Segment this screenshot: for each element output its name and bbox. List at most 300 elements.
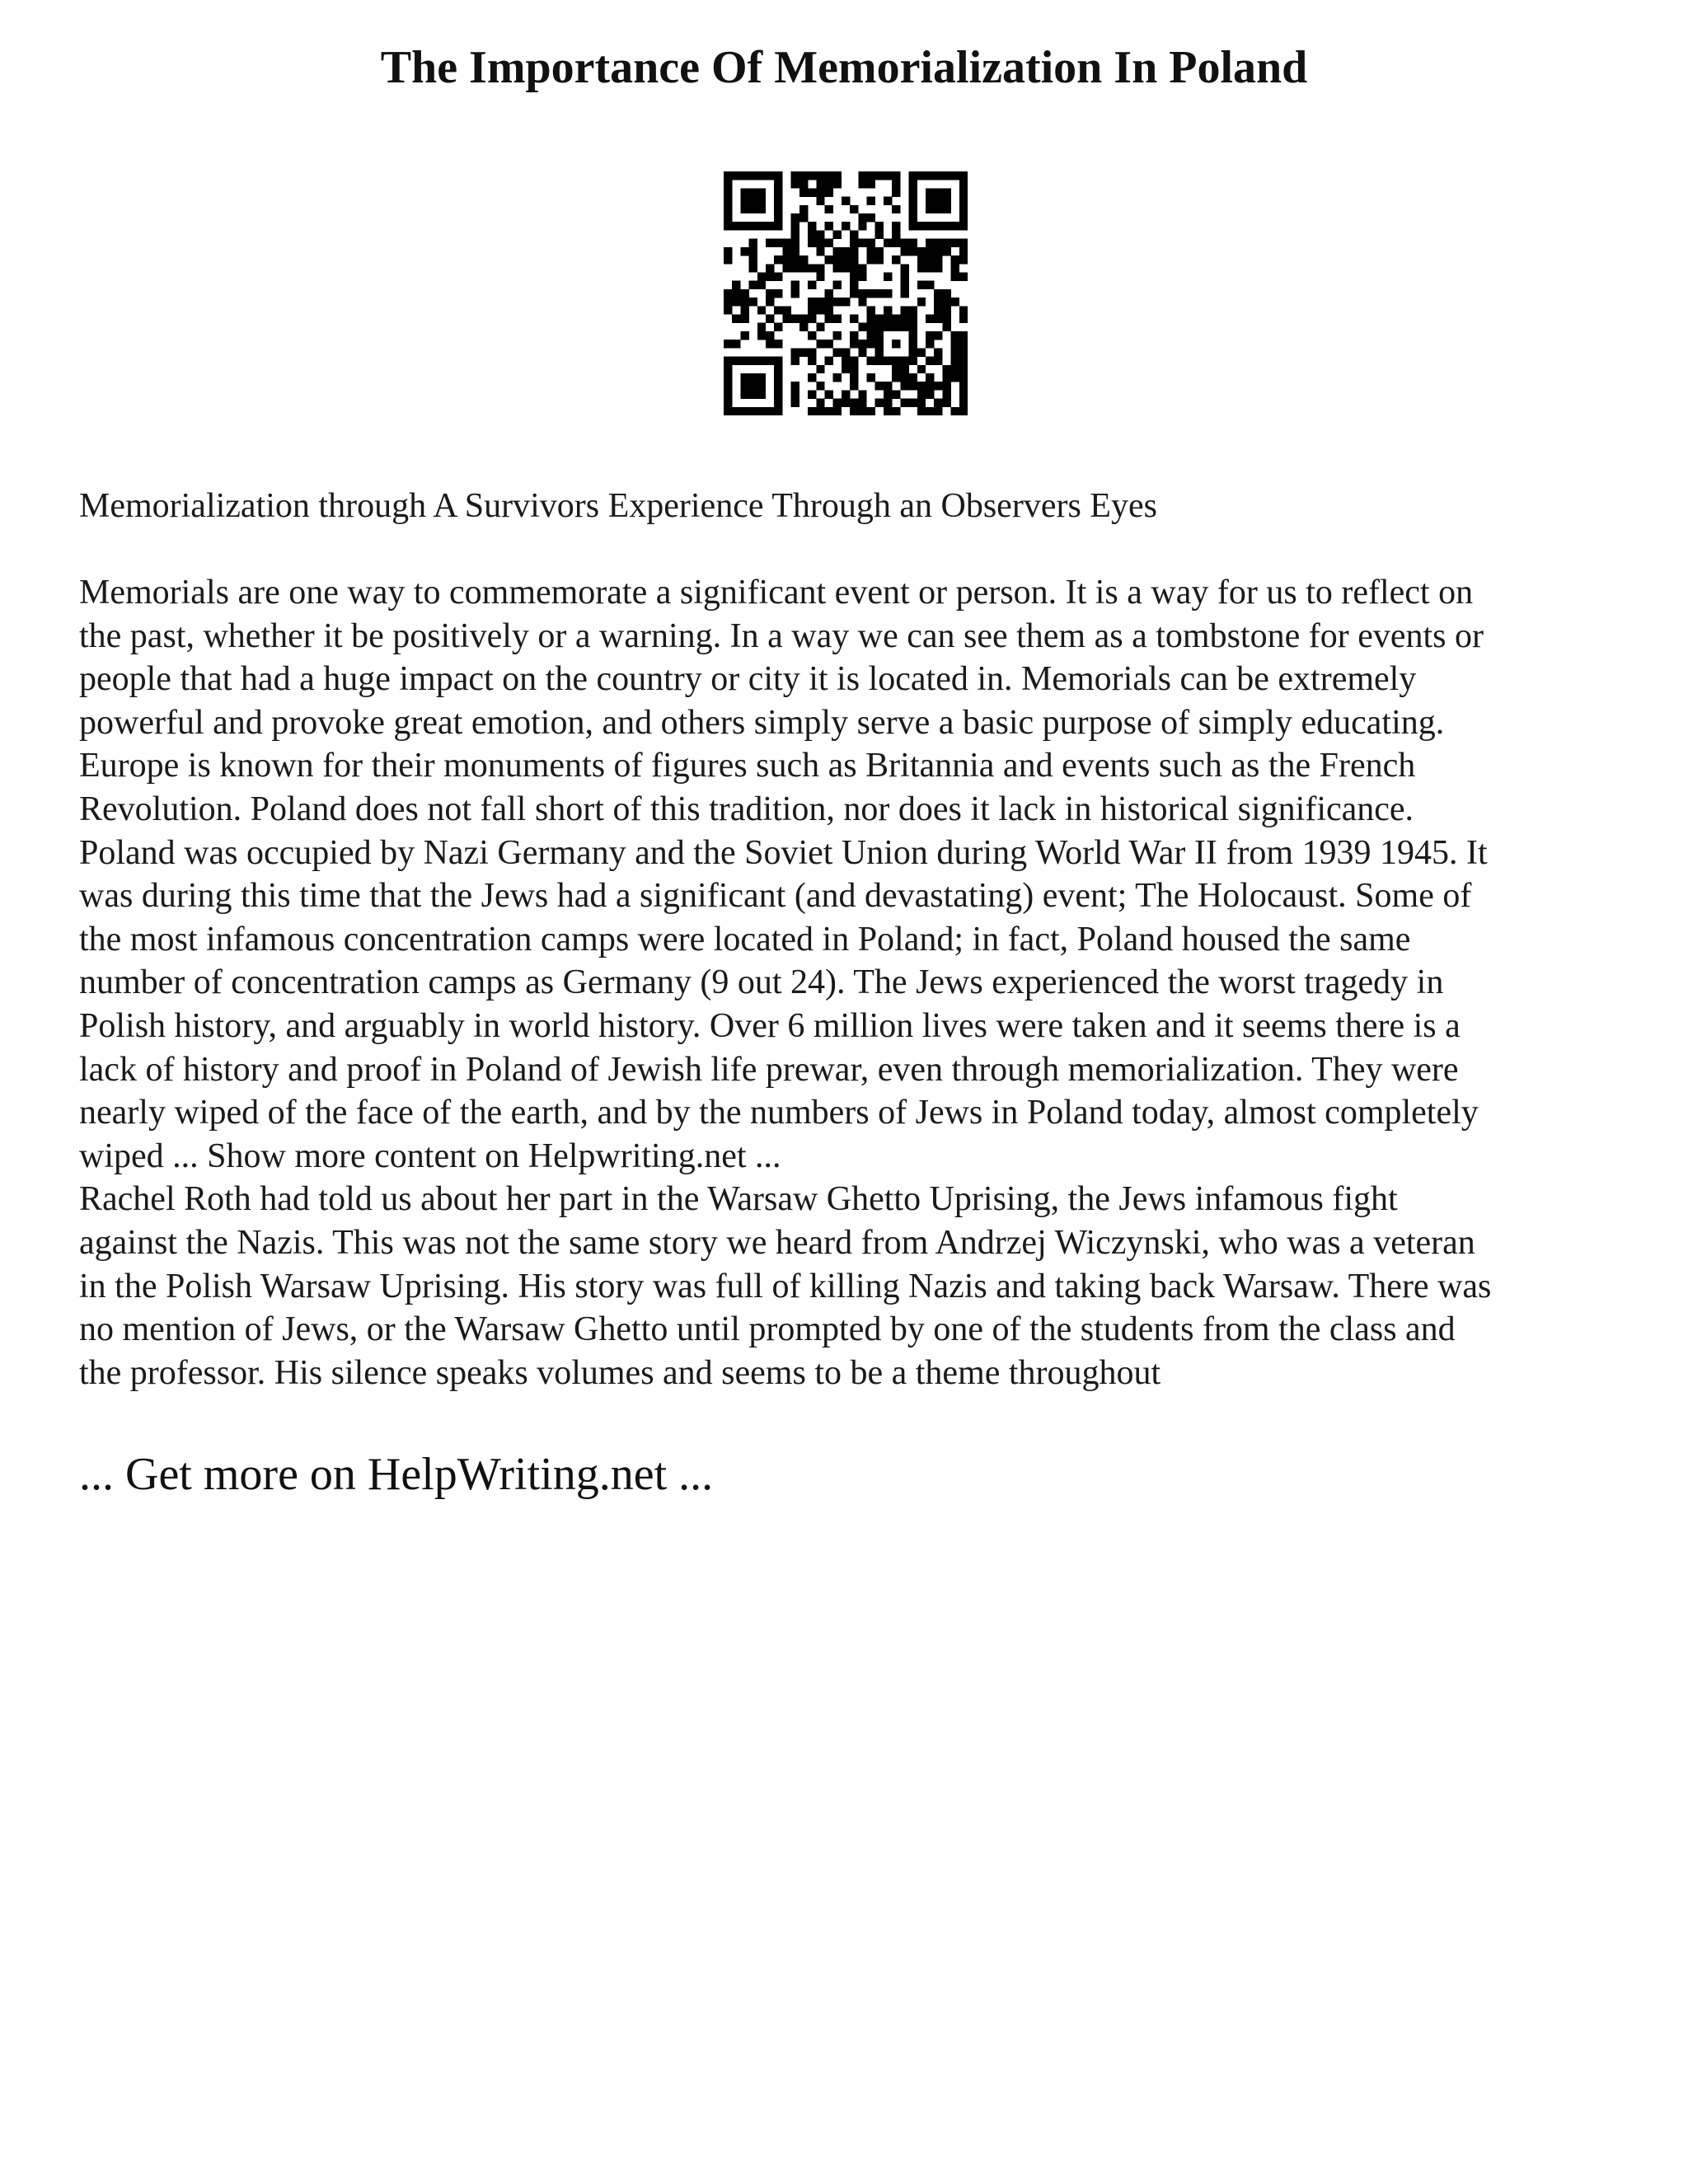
qr-module: [816, 230, 824, 238]
qr-module: [749, 222, 757, 230]
qr-module: [740, 197, 748, 205]
qr-module: [816, 264, 824, 272]
qr-module: [951, 340, 959, 348]
qr-module: [749, 239, 757, 247]
qr-module: [833, 264, 842, 272]
qr-module: [732, 171, 740, 180]
qr-module: [842, 197, 850, 205]
qr-module: [900, 382, 908, 390]
qr-module: [833, 407, 842, 415]
qr-module: [917, 281, 926, 289]
qr-module: [959, 373, 968, 382]
qr-module: [959, 213, 968, 222]
qr-module: [774, 289, 782, 298]
qr-module: [732, 298, 740, 306]
qr-module: [774, 390, 782, 398]
qr-module: [900, 357, 908, 365]
qr-module: [766, 171, 774, 180]
qr-module: [774, 213, 782, 222]
qr-module: [959, 390, 968, 398]
qr-module: [824, 255, 832, 264]
qr-module: [850, 382, 858, 390]
qr-module: [884, 171, 892, 180]
qr-module: [926, 390, 934, 398]
qr-module: [774, 222, 782, 230]
qr-module: [749, 188, 757, 196]
qr-module: [766, 340, 774, 348]
qr-module: [867, 171, 875, 180]
qr-module: [808, 331, 816, 340]
qr-module: [884, 239, 892, 247]
qr-module: [724, 298, 732, 306]
qr-module: [884, 382, 892, 390]
qr-module: [791, 348, 799, 356]
qr-module: [774, 407, 782, 415]
qr-module: [774, 188, 782, 196]
qr-module: [917, 247, 926, 255]
qr-module: [724, 205, 732, 213]
qr-module: [884, 390, 892, 398]
qr-module: [766, 315, 774, 323]
qr-module: [724, 197, 732, 205]
qr-module: [909, 197, 917, 205]
qr-module: [774, 272, 782, 280]
qr-module: [951, 331, 959, 340]
qr-module: [884, 315, 892, 323]
qr-module: [749, 255, 757, 264]
qr-module: [757, 331, 766, 340]
qr-module: [875, 348, 884, 356]
qr-module: [850, 357, 858, 365]
qr-module: [850, 331, 858, 340]
qr-module: [884, 306, 892, 314]
qr-module: [757, 222, 766, 230]
qr-module: [942, 239, 950, 247]
qr-module: [782, 247, 790, 255]
qr-module: [799, 255, 808, 264]
qr-module: [959, 399, 968, 407]
qr-module: [926, 407, 934, 415]
qr-module: [942, 399, 950, 407]
qr-module: [942, 323, 950, 331]
qr-module: [799, 205, 808, 213]
qr-module: [732, 315, 740, 323]
qr-module: [740, 289, 748, 298]
document-body: [79, 571, 1612, 1394]
qr-module: [732, 222, 740, 230]
qr-module: [909, 306, 917, 314]
qr-module: [740, 357, 748, 365]
qr-module: [917, 365, 926, 373]
qr-module: [900, 264, 908, 272]
qr-module: [791, 399, 799, 407]
qr-module: [799, 180, 808, 188]
qr-module: [774, 180, 782, 188]
qr-module: [951, 365, 959, 373]
qr-module: [900, 315, 908, 323]
qr-module: [850, 205, 858, 213]
qr-module: [858, 239, 866, 247]
qr-module: [942, 382, 950, 390]
qr-module: [875, 222, 884, 230]
qr-module: [766, 264, 774, 272]
qr-module: [934, 222, 942, 230]
qr-module: [833, 247, 842, 255]
qr-module: [892, 340, 900, 348]
qr-module: [926, 340, 934, 348]
qr-module: [740, 171, 748, 180]
qr-module: [824, 289, 832, 298]
qr-module: [791, 171, 799, 180]
qr-module: [875, 289, 884, 298]
qr-module: [959, 382, 968, 390]
qr-module: [766, 298, 774, 306]
qr-module: [892, 171, 900, 180]
qr-module: [740, 331, 748, 340]
qr-module: [732, 289, 740, 298]
qr-module: [842, 348, 850, 356]
qr-module: [850, 255, 858, 264]
qr-module: [757, 382, 766, 390]
qr-module: [824, 205, 832, 213]
qr-module: [757, 373, 766, 382]
qr-module: [824, 357, 832, 365]
qr-module: [816, 323, 824, 331]
qr-module: [942, 298, 950, 306]
qr-module: [926, 188, 934, 196]
qr-module: [724, 289, 732, 298]
qr-module: [791, 382, 799, 390]
qr-module: [951, 171, 959, 180]
qr-module: [808, 264, 816, 272]
qr-module: [934, 239, 942, 247]
qr-module: [867, 357, 875, 365]
qr-module: [740, 222, 748, 230]
qr-module: [757, 407, 766, 415]
qr-module: [816, 340, 824, 348]
qr-module: [858, 180, 866, 188]
qr-module: [850, 230, 858, 238]
qr-module: [724, 213, 732, 222]
document-title: The Importance Of Memorialization In Poland: [380, 42, 1308, 93]
qr-module: [858, 323, 866, 331]
qr-module: [951, 348, 959, 356]
qr-module: [740, 205, 748, 213]
body-paragraph: Memorials are one way to commemorate a significant event or person. It is a way for us to reflect on the past, whether it be positively or a warning. In a way we can see them as a tombstone for events or people that had a huge impact on the country or city it is located in. Memorials can be extremely powerful and provoke great emotion, and others simply serve a basic purpose of simply educating. Europe is known for their monuments of figures such as Britannia and events such as the French Revolution. Poland does not fall short of this tradition, nor does it lack in historical significance. Poland was occupied by Nazi Germany and the Soviet Union during World War II from 1939 1945. It was during this time that the Jews had a significant (and devastating) event; The Holocaust. Some of the most infamous concentration camps were located in Poland; in fact, Poland housed the same number of concentration camps as Germany (9 out 24). The Jews experienced the worst tragedy in Polish history, and arguably in world history. Over 6 million lives were taken and it seems there is a lack of history and proof in Poland of Jewish life prewar, even through memorialization. They were nearly wiped of the face of the earth, and by the numbers of Jews in Poland today, almost completely wiped ... Show more content on Helpwriting.net ...: [79, 574, 1488, 1175]
qr-module: [749, 407, 757, 415]
qr-module: [892, 222, 900, 230]
qr-module: [774, 171, 782, 180]
qr-module: [926, 171, 934, 180]
qr-module: [858, 222, 866, 230]
qr-module: [766, 407, 774, 415]
qr-module: [774, 365, 782, 373]
qr-module: [799, 315, 808, 323]
qr-module: [926, 264, 934, 272]
qr-module: [909, 247, 917, 255]
qr-module: [824, 306, 832, 314]
qr-module: [875, 230, 884, 238]
qr-module: [791, 180, 799, 188]
qr-module: [791, 390, 799, 398]
qr-module: [909, 315, 917, 323]
qr-module: [858, 348, 866, 356]
qr-module: [951, 239, 959, 247]
qr-module: [875, 382, 884, 390]
qr-module: [900, 239, 908, 247]
qr-module: [740, 390, 748, 398]
qr-module: [951, 272, 959, 280]
qr-module: [816, 382, 824, 390]
qr-module: [917, 382, 926, 390]
qr-module: [909, 180, 917, 188]
qr-module: [824, 188, 832, 196]
qr-module: [867, 247, 875, 255]
qr-module: [909, 331, 917, 340]
qr-module: [740, 306, 748, 314]
qr-module: [816, 247, 824, 255]
qr-module: [875, 255, 884, 264]
qr-module: [934, 407, 942, 415]
qr-module: [816, 306, 824, 314]
qr-module: [740, 247, 748, 255]
qr-module: [959, 272, 968, 280]
qr-module: [900, 306, 908, 314]
qr-module: [757, 188, 766, 196]
qr-module: [858, 390, 866, 398]
qr-module: [942, 205, 950, 213]
qr-module: [959, 306, 968, 314]
qr-module: [959, 348, 968, 356]
qr-module: [926, 315, 934, 323]
qr-module: [724, 306, 732, 314]
qr-module: [833, 373, 842, 382]
qr-module: [774, 357, 782, 365]
qr-module: [867, 255, 875, 264]
qr-module: [724, 407, 732, 415]
qr-code-icon[interactable]: [724, 171, 968, 415]
qr-module: [900, 281, 908, 289]
qr-module: [917, 264, 926, 272]
qr-module: [808, 222, 816, 230]
qr-module: [858, 298, 866, 306]
qr-module: [833, 180, 842, 188]
qr-module: [791, 222, 799, 230]
qr-module: [875, 357, 884, 365]
qr-module: [842, 247, 850, 255]
qr-module: [808, 230, 816, 238]
qr-module: [900, 365, 908, 373]
qr-module: [757, 390, 766, 398]
qr-module: [724, 180, 732, 188]
document-subtitle: Memorialization through A Survivors Experience Through an Observers Eyes: [79, 487, 1157, 525]
qr-module: [858, 213, 866, 222]
qr-module: [816, 399, 824, 407]
qr-module: [774, 255, 782, 264]
qr-module: [791, 255, 799, 264]
qr-module: [909, 239, 917, 247]
qr-module: [917, 390, 926, 398]
qr-module: [724, 340, 732, 348]
qr-module: [782, 264, 790, 272]
qr-module: [782, 239, 790, 247]
qr-module: [782, 315, 790, 323]
qr-module: [909, 399, 917, 407]
qr-module: [942, 365, 950, 373]
qr-module: [740, 315, 748, 323]
qr-module: [724, 188, 732, 196]
qr-module: [824, 407, 832, 415]
qr-module: [892, 365, 900, 373]
qr-module: [774, 306, 782, 314]
qr-module: [774, 239, 782, 247]
qr-module: [858, 171, 866, 180]
qr-module: [942, 390, 950, 398]
qr-module: [791, 281, 799, 289]
qr-module: [749, 197, 757, 205]
qr-module: [757, 272, 766, 280]
qr-module: [934, 331, 942, 340]
qr-module: [909, 323, 917, 331]
qr-module: [942, 197, 950, 205]
qr-module: [892, 315, 900, 323]
qr-module: [799, 348, 808, 356]
qr-module: [850, 340, 858, 348]
qr-module: [959, 197, 968, 205]
get-more-link[interactable]: ... Get more on HelpWriting.net ...: [79, 1449, 714, 1500]
qr-module: [724, 365, 732, 373]
qr-module: [724, 399, 732, 407]
qr-module: [884, 407, 892, 415]
qr-module: [808, 306, 816, 314]
qr-module: [782, 255, 790, 264]
qr-module: [757, 306, 766, 314]
qr-module: [934, 382, 942, 390]
qr-module: [724, 222, 732, 230]
qr-module: [757, 197, 766, 205]
qr-module: [799, 188, 808, 196]
qr-module: [816, 180, 824, 188]
qr-module: [867, 340, 875, 348]
qr-module: [816, 298, 824, 306]
qr-module: [858, 272, 866, 280]
qr-module: [934, 306, 942, 314]
qr-module: [740, 373, 748, 382]
qr-module: [867, 289, 875, 298]
qr-module: [816, 171, 824, 180]
qr-module: [724, 171, 732, 180]
qr-module: [959, 357, 968, 365]
qr-module: [724, 357, 732, 365]
qr-module: [934, 188, 942, 196]
qr-module: [959, 222, 968, 230]
qr-module: [774, 205, 782, 213]
qr-module: [917, 348, 926, 356]
qr-module: [959, 255, 968, 264]
qr-module: [808, 171, 816, 180]
qr-module: [724, 390, 732, 398]
qr-module: [884, 289, 892, 298]
qr-module: [942, 222, 950, 230]
qr-module: [732, 407, 740, 415]
qr-module: [824, 340, 832, 348]
qr-module: [732, 340, 740, 348]
qr-module: [875, 323, 884, 331]
qr-module: [799, 264, 808, 272]
qr-module: [749, 205, 757, 213]
qr-module: [774, 382, 782, 390]
qr-module: [884, 399, 892, 407]
qr-module: [808, 298, 816, 306]
qr-module: [926, 281, 934, 289]
qr-module: [934, 357, 942, 365]
qr-module: [724, 255, 732, 264]
qr-module: [833, 281, 842, 289]
qr-module: [749, 373, 757, 382]
qr-module: [959, 188, 968, 196]
qr-module: [926, 239, 934, 247]
qr-module: [740, 188, 748, 196]
qr-module: [942, 247, 950, 255]
qr-module: [850, 315, 858, 323]
qr-module: [942, 188, 950, 196]
qr-module: [757, 281, 766, 289]
qr-module: [942, 315, 950, 323]
qr-module: [926, 357, 934, 365]
qr-module: [934, 315, 942, 323]
qr-module: [926, 205, 934, 213]
qr-module: [824, 222, 832, 230]
qr-module: [934, 255, 942, 264]
qr-module: [892, 230, 900, 238]
qr-module: [934, 247, 942, 255]
qr-module: [766, 239, 774, 247]
qr-module: [791, 239, 799, 247]
qr-module: [808, 239, 816, 247]
qr-module: [951, 407, 959, 415]
qr-module: [774, 323, 782, 331]
qr-module: [909, 340, 917, 348]
qr-module: [867, 373, 875, 382]
qr-module: [850, 281, 858, 289]
qr-module: [892, 255, 900, 264]
qr-module: [791, 264, 799, 272]
qr-module: [757, 171, 766, 180]
qr-module: [808, 407, 816, 415]
qr-module: [824, 171, 832, 180]
qr-module: [900, 272, 908, 280]
qr-module: [749, 281, 757, 289]
qr-module: [942, 373, 950, 382]
qr-module: [808, 357, 816, 365]
qr-module: [909, 213, 917, 222]
qr-module: [909, 348, 917, 356]
qr-module: [850, 365, 858, 373]
qr-module: [909, 373, 917, 382]
qr-module: [909, 171, 917, 180]
qr-module: [942, 289, 950, 298]
qr-module: [909, 222, 917, 230]
qr-module: [850, 289, 858, 298]
qr-module: [808, 315, 816, 323]
qr-module: [884, 197, 892, 205]
qr-module: [867, 180, 875, 188]
qr-module: [757, 205, 766, 213]
qr-module: [850, 264, 858, 272]
qr-module: [833, 348, 842, 356]
qr-module: [799, 213, 808, 222]
qr-module: [934, 171, 942, 180]
